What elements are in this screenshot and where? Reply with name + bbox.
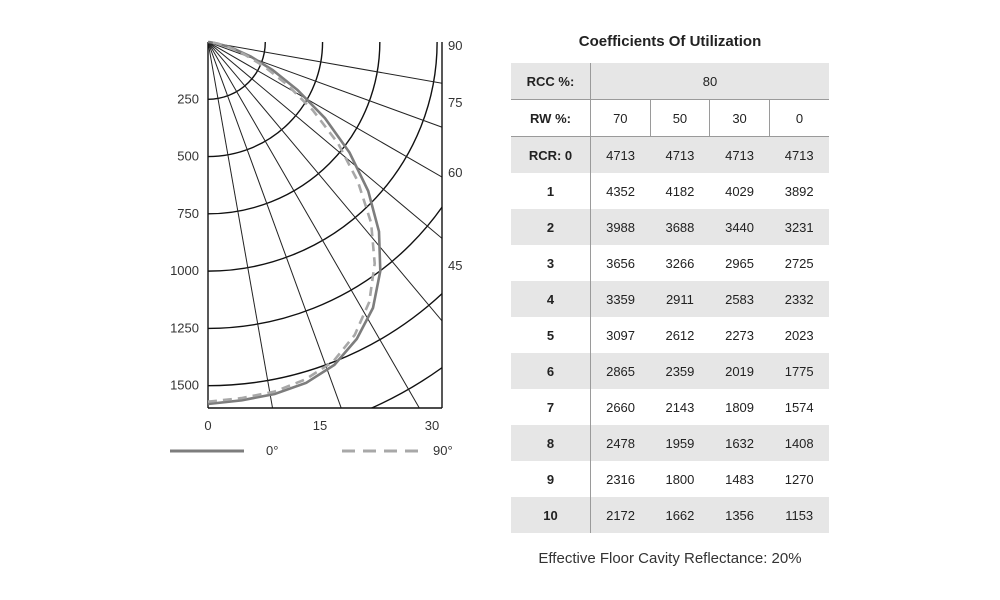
legend-label-90deg: 90° [433, 443, 453, 458]
cu-cell: 2316 [606, 471, 636, 487]
cu-cell: 2273 [725, 327, 755, 343]
rcr-label: RCR: 0 [511, 137, 591, 174]
cu-cell: 1775 [769, 353, 829, 389]
table-row [511, 173, 829, 209]
cu-cell: 1574 [784, 399, 814, 415]
floor-cavity-note: Effective Floor Cavity Reflectance: 20% [538, 550, 802, 567]
cu-cell: 3359 [591, 281, 651, 317]
cu-cell: 1356 [710, 497, 770, 533]
intensity-tick-label: 250 [177, 91, 199, 107]
cu-cell: 1270 [784, 471, 814, 487]
cu-cell: 4029 [725, 183, 755, 199]
cu-cell: 4713 [591, 137, 651, 174]
angle-label: 60 [448, 165, 463, 180]
radial-grid-ring [0, 0, 480, 386]
intensity-tick-label: 500 [177, 148, 199, 164]
rw-label: RW %: [511, 100, 591, 137]
table-row [511, 461, 829, 497]
table-row [511, 281, 829, 317]
rw-row [511, 100, 829, 137]
cu-cell: 1153 [769, 497, 829, 533]
cu-cell: 3988 [591, 209, 651, 245]
table-row [511, 353, 829, 389]
cu-cell: 2172 [591, 497, 651, 533]
cu-cell: 3656 [606, 255, 636, 271]
rcr-label: 2 [511, 209, 591, 245]
intensity-tick-label: 1250 [170, 320, 199, 336]
cu-cell: 2478 [591, 425, 651, 461]
rw-value: 50 [650, 100, 710, 137]
rw-value: 70 [591, 100, 651, 137]
table-row [511, 389, 829, 425]
angle-spoke [208, 42, 480, 181]
cu-cell: 2865 [591, 353, 651, 389]
angle-spoke [208, 42, 480, 470]
rcr-label: 10 [511, 497, 591, 533]
cu-cell: 4713 [710, 137, 770, 174]
rcc-row [511, 63, 829, 100]
rcr-label: 3 [511, 245, 591, 281]
candela-curves [208, 42, 380, 404]
candela-curve-0deg [208, 42, 380, 404]
angle-spoke [208, 42, 480, 470]
cu-cell: 1632 [710, 425, 770, 461]
table-row [511, 425, 829, 461]
cu-cell: 1800 [665, 471, 695, 487]
angle-spoke [208, 42, 347, 470]
cu-cell: 3892 [784, 183, 814, 199]
rcr-label: 1 [511, 173, 591, 209]
table-row [511, 245, 829, 281]
cu-cell: 2660 [606, 399, 636, 415]
rw-value: 0 [769, 100, 829, 137]
rcr-label: 6 [511, 353, 591, 389]
intensity-tick-label: 750 [177, 205, 199, 221]
cu-cell: 4713 [650, 137, 710, 174]
cu-table-title: Coefficients Of Utilization [578, 33, 762, 50]
cu-cell: 2023 [784, 327, 814, 343]
cu-cell: 1809 [725, 399, 755, 415]
legend-label-0deg: 0° [266, 443, 279, 458]
rcr-label: 4 [511, 281, 591, 317]
rw-value: 30 [710, 100, 770, 137]
cu-cell: 2143 [665, 399, 695, 415]
cu-cell: 3440 [710, 209, 770, 245]
angle-label: 45 [448, 258, 463, 273]
polar-candela-chart [0, 0, 480, 470]
rcr-label: 5 [511, 317, 591, 353]
bottom-tick-label: 30 [424, 418, 440, 433]
cu-cell: 4352 [606, 183, 636, 199]
angle-label: 75 [448, 95, 463, 110]
angle-spoke [208, 42, 480, 442]
rcr-label: 7 [511, 389, 591, 425]
cu-cell: 3097 [606, 327, 636, 343]
intensity-tick-label: 1000 [170, 263, 199, 279]
table-row [511, 317, 829, 353]
cu-cell: 2612 [665, 327, 695, 343]
rcc-label: RCC %: [511, 63, 591, 100]
cu-cell: 4713 [769, 137, 829, 174]
table-row [511, 209, 829, 245]
cu-cell: 1483 [725, 471, 755, 487]
cu-cell: 3231 [769, 209, 829, 245]
chart-legend [170, 443, 453, 458]
cu-cell: 2359 [650, 353, 710, 389]
cu-cell: 1408 [769, 425, 829, 461]
cu-cell: 3688 [650, 209, 710, 245]
cu-cell: 2965 [725, 255, 755, 271]
cu-cell: 2019 [710, 353, 770, 389]
bottom-tick-label: 0 [204, 418, 212, 433]
cu-cell: 2725 [784, 255, 814, 271]
cu-cell: 3266 [665, 255, 695, 271]
angle-spoke [208, 42, 480, 470]
cu-cell: 2583 [710, 281, 770, 317]
cu-cell: 4182 [665, 183, 695, 199]
rcr-label: 8 [511, 425, 591, 461]
table-row [511, 137, 829, 174]
angle-spoke [208, 42, 480, 470]
cu-cell: 1662 [650, 497, 710, 533]
rcc-value: 80 [591, 63, 830, 100]
cu-cell: 2911 [650, 281, 710, 317]
intensity-tick-label: 1500 [170, 377, 199, 393]
bottom-tick-label: 15 [312, 418, 328, 433]
table-row [511, 497, 829, 533]
radial-grid-ring [0, 0, 480, 328]
angle-label: 90 [448, 38, 463, 53]
cu-table [511, 63, 829, 533]
cu-cell: 2332 [769, 281, 829, 317]
cu-cell: 1959 [650, 425, 710, 461]
rcr-label: 9 [511, 461, 591, 497]
